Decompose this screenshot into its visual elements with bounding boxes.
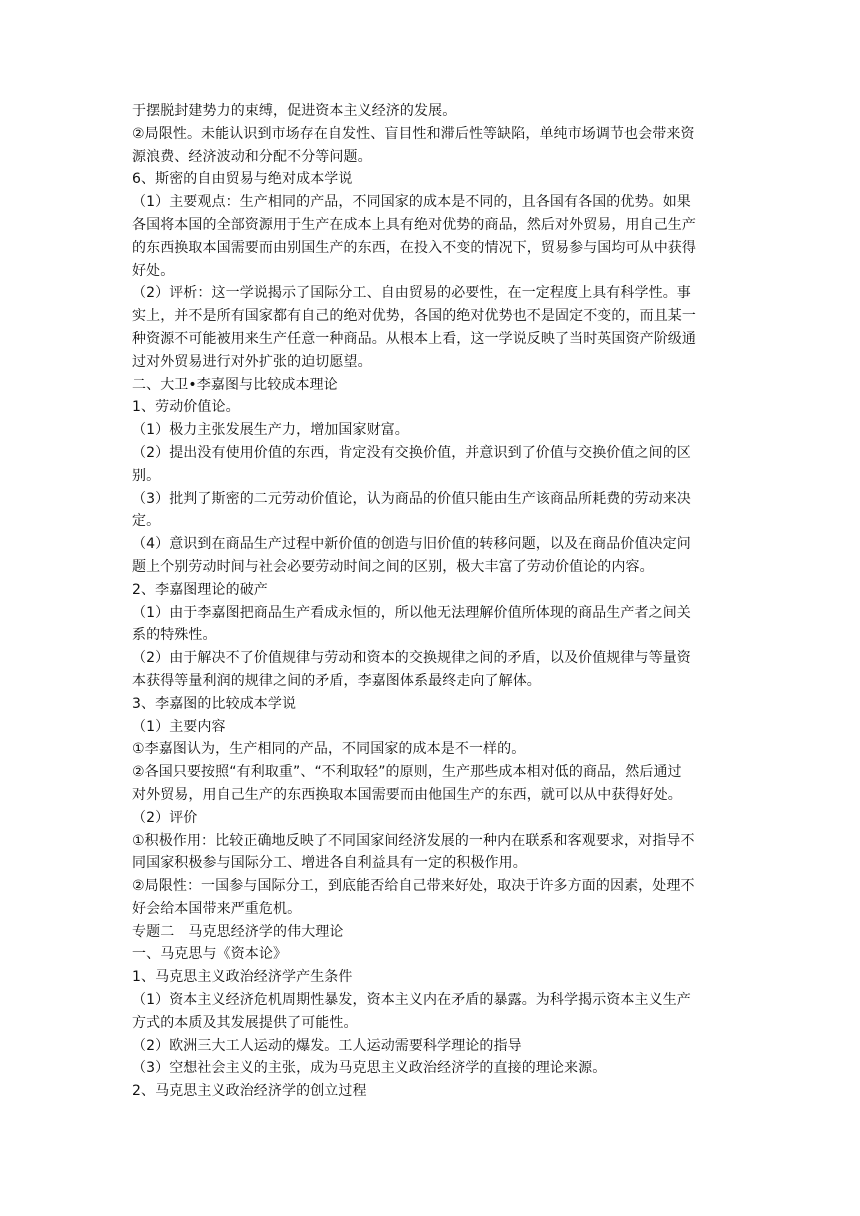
text-line: （1）极力主张发展生产力，增加国家财富。 <box>132 422 409 439</box>
text-line: （1）主要观点：生产相同的产品，不同国家的成本是不同的，且各国有各国的优势。如果 <box>132 194 691 211</box>
text-line: （1）主要内容 <box>132 718 226 735</box>
text-line: 同国家积极参与国际分工、增进各自利益具有一定的积极作用。 <box>132 855 527 872</box>
text-line: 好处。 <box>132 262 175 279</box>
text-line: 种资源不可能被用来生产任意一种商品。从根本上看，这一学说反映了当时英国资产阶级通 <box>132 330 696 347</box>
text-line: （1）由于李嘉图把商品生产看成永恒的，所以他无法理解价值所体现的商品生产者之间关 <box>132 604 691 621</box>
text-line: （3）批判了斯密的二元劳动价值论，认为商品的价值只能由生产该商品所耗费的劳动来决 <box>132 490 691 507</box>
text-line: （2）由于解决不了价值规律与劳动和资本的交换规律之间的矛盾，以及价值规律与等量资 <box>132 650 691 667</box>
text-line: ①积极作用：比较正确地反映了不同国家间经济发展的一种内在联系和客观要求，对指导不 <box>132 832 695 849</box>
section-heading: 1、马克思主义政治经济学产生条件 <box>132 969 353 986</box>
topic-heading: 专题二 马克思经济学的伟大理论 <box>132 923 344 940</box>
document-body <box>132 100 732 1103</box>
text-line: 定。 <box>132 513 161 530</box>
text-line: 系的特殊性。 <box>132 627 217 644</box>
section-heading: 1、劳动价值论。 <box>132 399 240 416</box>
section-heading: 3、李嘉图的比较成本学说 <box>132 695 297 712</box>
section-heading: 一、马克思与《资本论》 <box>132 946 288 963</box>
text-line: （2）评析：这一学说揭示了国际分工、自由贸易的必要性，在一定程度上具有科学性。事 <box>132 285 691 302</box>
text-line: （3）空想社会主义的主张，成为马克思主义政治经济学的直接的理论来源。 <box>132 1060 607 1077</box>
text-line: 于摆脱封建势力的束缚，促进资本主义经济的发展。 <box>132 103 457 119</box>
section-heading: 二、大卫•李嘉图与比较成本理论 <box>132 376 338 393</box>
text-line: （4）意识到在商品生产过程中新价值的创造与旧价值的转移问题，以及在商品价值决定问 <box>132 536 691 553</box>
text-line: 的东西换取本国需要而由别国生产的东西，在投入不变的情况下，贸易参与国均可从中获得 <box>132 239 696 256</box>
section-heading: 6、斯密的自由贸易与绝对成本学说 <box>132 171 353 188</box>
text-line: （1）资本主义经济危机周期性暴发，资本主义内在矛盾的暴露。为科学揭示资本主义生产 <box>132 992 691 1009</box>
section-heading: 2、马克思主义政治经济学的创立过程 <box>132 1083 367 1100</box>
text-line: 别。 <box>132 467 161 484</box>
text-line: ①李嘉图认为，生产相同的产品，不同国家的成本是不一样的。 <box>132 741 526 758</box>
text-line: 源浪费、经济波动和分配不分等问题。 <box>132 148 372 165</box>
section-heading: 2、李嘉图理论的破产 <box>132 581 268 598</box>
text-line: 方式的本质及其发展提供了可能性。 <box>132 1014 358 1031</box>
text-line: 题上个别劳动时间与社会必要劳动时间之间的区别，极大丰富了劳动价值论的内容。 <box>132 558 654 575</box>
text-line: （2）欧洲三大工人运动的爆发。工人运动需要科学理论的指导 <box>132 1037 522 1054</box>
text-line: 实上，并不是所有国家都有自己的绝对优势，各国的绝对优势也不是固定不变的，而且某一 <box>132 308 696 325</box>
text-line: 各国将本国的全部资源用于生产在成本上具有绝对优势的商品，然后对外贸易，用自己生产 <box>132 216 696 233</box>
text-line: （2）评价 <box>132 809 198 826</box>
text-line: 过对外贸易进行对外扩张的迫切愿望。 <box>132 353 372 370</box>
text-line: ②局限性：一国参与国际分工，到底能否给自己带来好处，取决于许多方面的因素，处理不 <box>132 878 695 895</box>
text-line: ②局限性。未能认识到市场存在自发性、盲目性和滞后性等缺陷，单纯市场调节也会带来资 <box>132 125 695 142</box>
text-line: 对外贸易，用自己生产的东西换取本国需要而由他国生产的东西，就可以从中获得好处。 <box>132 786 682 803</box>
text-line: ②各国只要按照“有利取重”、“不利取轻”的原则，生产那些成本相对低的商品，然后通过 <box>132 764 682 781</box>
text-line: 好会给本国带来严重危机。 <box>132 900 302 917</box>
text-line: （2）提出没有使用价值的东西，肯定没有交换价值，并意识到了价值与交换价值之间的区 <box>132 444 691 461</box>
text-line: 本获得等量利润的规律之间的矛盾，李嘉图体系最终走向了解体。 <box>132 672 541 689</box>
